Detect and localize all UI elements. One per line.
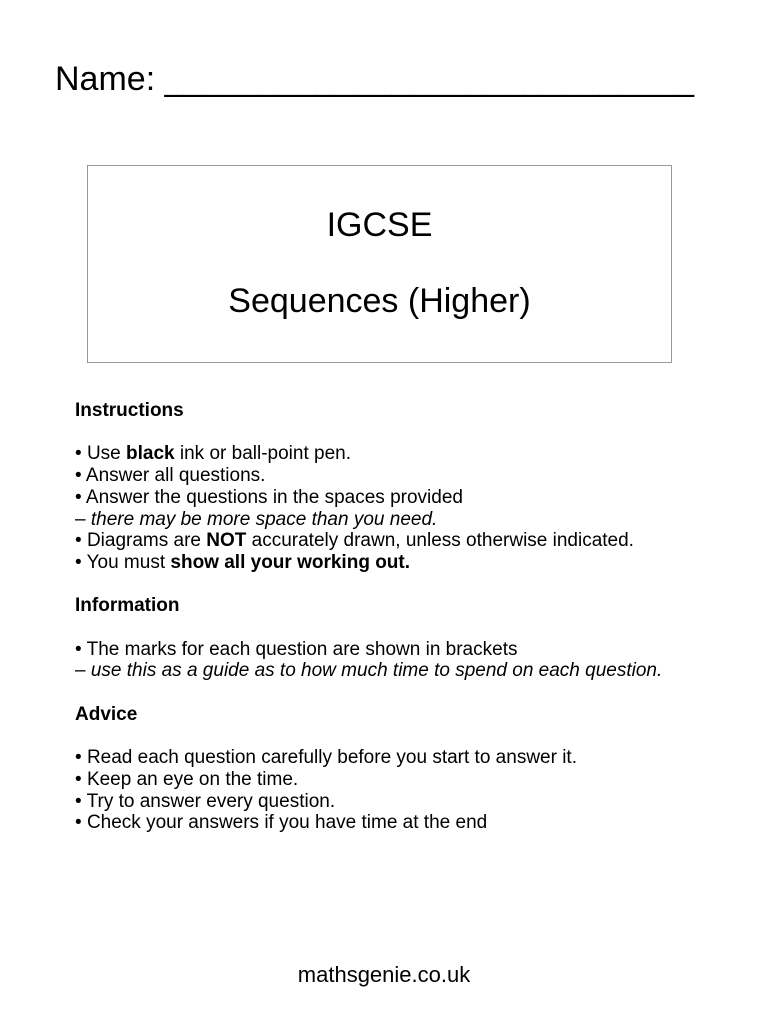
instructions-heading: Instructions [75,400,184,421]
text: Answer the questions in the spaces provided [85,486,463,508]
advice-heading: Advice [75,703,138,725]
text: The marks for each question are shown in brackets [86,638,518,660]
dash: – [75,508,91,530]
bullet: • [75,638,87,660]
note-text: there may be more space than you need. [90,508,438,530]
name-field [55,60,694,99]
advice-item [75,747,735,769]
text: Diagrams are [86,530,207,552]
emphasis: NOT [206,530,247,552]
information-item [75,639,735,661]
instruction-item [75,552,735,574]
bullet: • [75,465,86,487]
text: Try to answer every question. [86,790,336,812]
title-box [87,165,672,363]
instruction-item [75,443,735,465]
text: Use [86,443,127,465]
dash: – [75,660,91,682]
text: accurately drawn, unless otherwise indicated. [246,530,634,552]
emphasis: show all your working out. [170,551,411,573]
text: You must [86,551,171,573]
text: Keep an eye on the time. [86,768,299,790]
instruction-item [75,465,735,487]
name-underline: ____________________________ [164,60,695,98]
bullet: • [75,812,87,834]
bullet: • [75,486,86,508]
information-note [75,660,735,682]
bullet: • [75,530,87,552]
bullet: • [75,790,87,812]
advice-item [75,812,735,834]
topic-title: Sequences (Higher) [228,282,531,320]
instruction-item [75,530,735,552]
text: ink or ball-point pen. [174,443,351,465]
name-label: Name: [55,60,156,98]
bullet: • [75,747,87,769]
advice-item [75,791,735,813]
footer-site: mathsgenie.co.uk [297,962,471,987]
instruction-note [75,509,735,531]
bullet: • [75,768,87,790]
advice-item [75,769,735,791]
instruction-item [75,487,735,509]
text: Answer all questions. [85,465,266,487]
bullet: • [75,443,87,465]
information-heading: Information [75,595,180,617]
note-text: use this as a guide as to how much time to spend on each question. [90,660,663,682]
exam-level: IGCSE [326,206,433,244]
cover-content [75,400,735,834]
text: Check your answers if you have time at the end [86,812,488,834]
emphasis: black [126,443,175,465]
text: Read each question carefully before you start to answer it. [86,747,577,769]
bullet: • [75,551,87,573]
